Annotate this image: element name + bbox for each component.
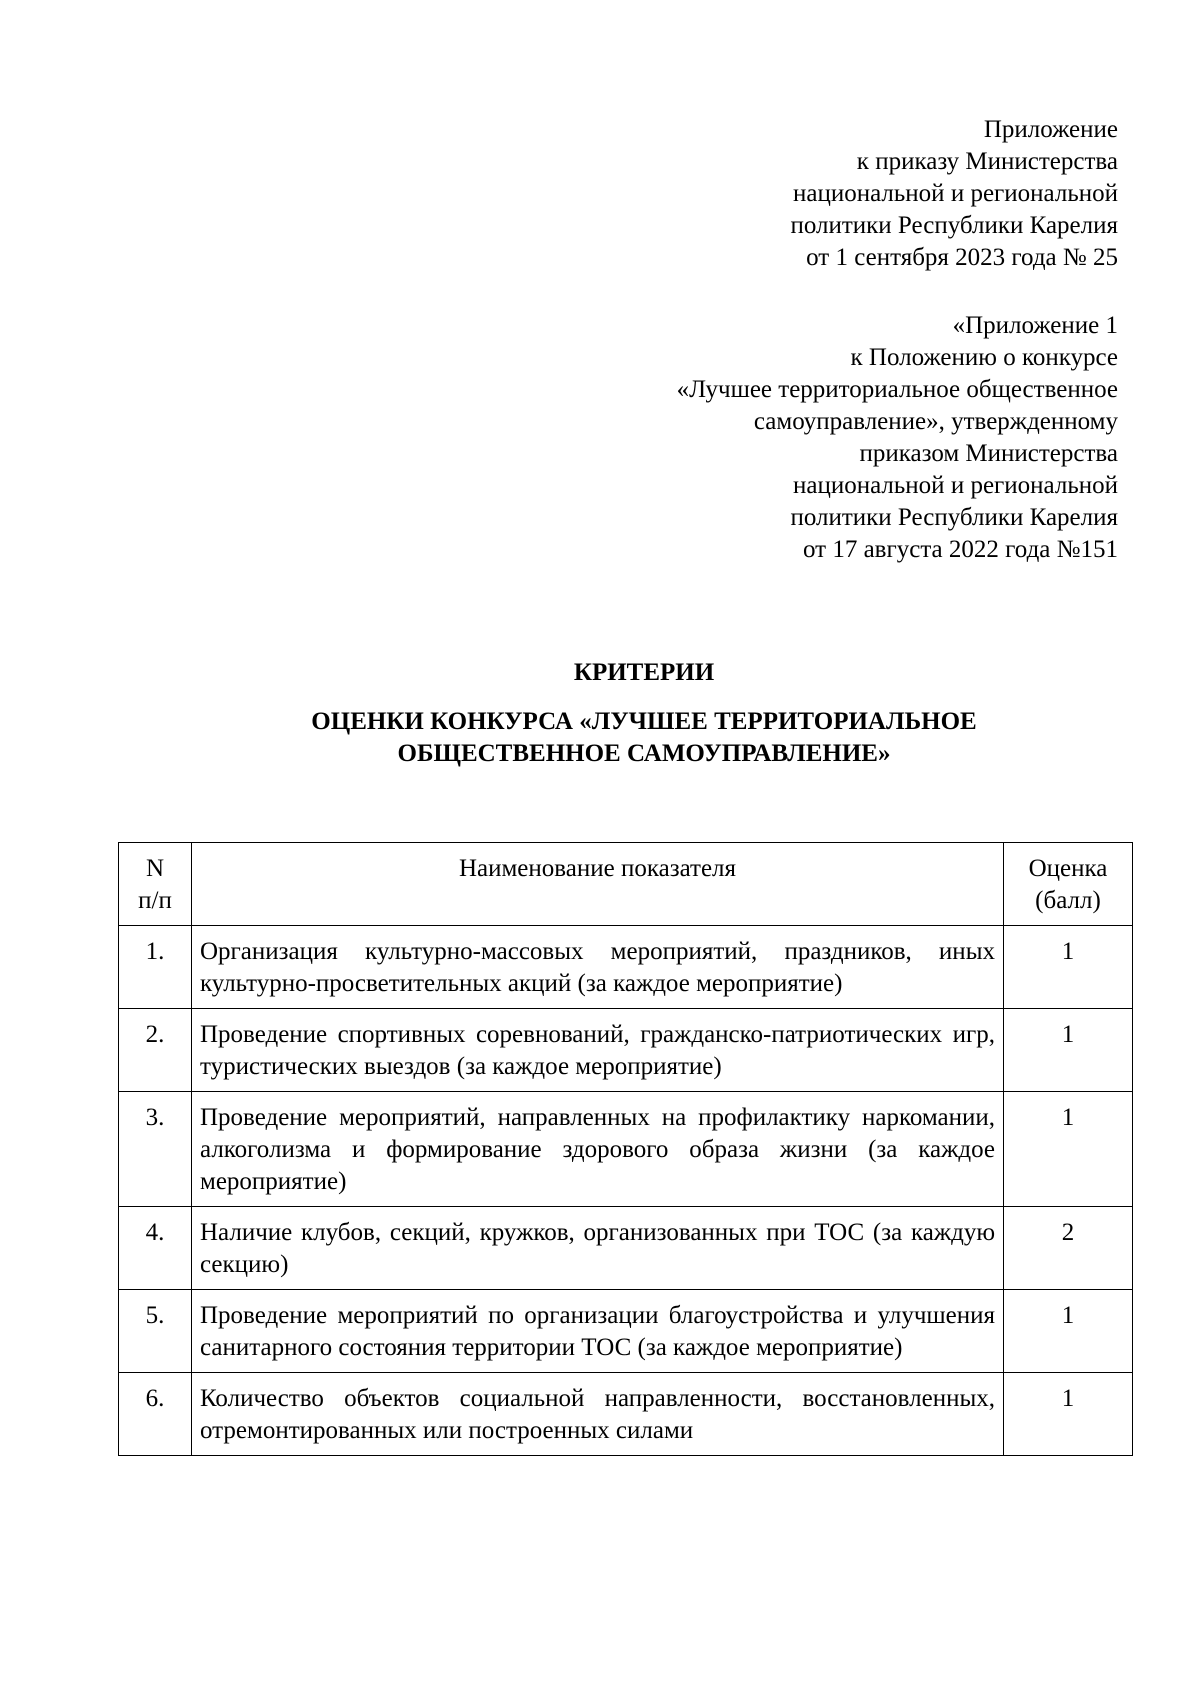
table-row: [119, 1092, 1133, 1207]
appendix-line: Приложение: [983, 116, 1118, 143]
table-row: [119, 1009, 1133, 1092]
appendix-line: национальной и региональной: [793, 180, 1118, 207]
header-score: [1004, 843, 1133, 926]
appendix-line: самоуправление», утвержденному: [753, 408, 1118, 435]
row-indicator: Наличие клубов, секций, кружков, организованных при ТОС (за каждую секцию): [192, 1207, 1004, 1290]
appendix-line: к приказу Министерства: [856, 148, 1118, 175]
appendix-line: от 1 сентября 2023 года № 25: [806, 244, 1118, 271]
header-name: Наименование показателя: [192, 843, 1004, 926]
row-indicator: Проведение мероприятий по организации благоустройства и улучшения санитарного состояния территории ТОС (за каждое мероприятие): [192, 1290, 1004, 1373]
table-row: [119, 1373, 1133, 1456]
appendix-line: политики Республики Карелия: [790, 504, 1118, 531]
row-score: 1: [1004, 1290, 1133, 1373]
table-row: [119, 1290, 1133, 1373]
table-row: [119, 1207, 1133, 1290]
header-score-line: Оценка: [1028, 855, 1108, 882]
row-number: 1.: [119, 926, 192, 1009]
appendix-line: к Положению о конкурсе: [850, 344, 1118, 371]
document-title: КРИТЕРИИ: [573, 659, 715, 686]
row-number: 4.: [119, 1207, 192, 1290]
row-number: 3.: [119, 1092, 192, 1207]
appendix-line: от 17 августа 2022 года №151: [802, 536, 1118, 563]
row-score: 2: [1004, 1207, 1133, 1290]
appendix-line: «Приложение 1: [952, 312, 1118, 339]
header-number: [119, 843, 192, 926]
subtitle-line: ОЦЕНКИ КОНКУРСА «ЛУЧШЕЕ ТЕРРИТОРИАЛЬНОЕ: [311, 708, 977, 735]
appendix-reference-regulation: [677, 310, 1118, 566]
row-indicator: Организация культурно-массовых мероприятий, праздников, иных культурно-просветительных акций (за каждое мероприятие): [192, 926, 1004, 1009]
row-score: 1: [1004, 1092, 1133, 1207]
header-number-line: N: [145, 855, 165, 882]
document-subtitle: [118, 706, 1170, 770]
row-score: 1: [1004, 1009, 1133, 1092]
row-number: 2.: [119, 1009, 192, 1092]
appendix-reference-order: [790, 114, 1118, 274]
appendix-line: приказом Министерства: [859, 440, 1118, 467]
table-header-row: [119, 843, 1133, 926]
header-score-line: (балл): [1035, 887, 1101, 914]
row-number: 6.: [119, 1373, 192, 1456]
appendix-line: «Лучшее территориальное общественное: [676, 376, 1118, 403]
header-number-line: п/п: [138, 887, 172, 914]
subtitle-line: ОБЩЕСТВЕННОЕ САМОУПРАВЛЕНИЕ»: [397, 740, 891, 767]
appendix-line: политики Республики Карелия: [790, 212, 1118, 239]
criteria-table: [118, 842, 1133, 1456]
row-number: 5.: [119, 1290, 192, 1373]
row-indicator: Количество объектов социальной направленности, восстановленных, отремонтированных или построенных силами: [192, 1373, 1004, 1456]
table-row: [119, 926, 1133, 1009]
appendix-line: национальной и региональной: [793, 472, 1118, 499]
row-score: 1: [1004, 1373, 1133, 1456]
row-score: 1: [1004, 926, 1133, 1009]
row-indicator: Проведение спортивных соревнований, гражданско-патриотических игр, туристических выездов (за каждое мероприятие): [192, 1009, 1004, 1092]
row-indicator: Проведение мероприятий, направленных на профилактику наркомании, алкоголизма и формирование здорового образа жизни (за каждое мероприятие): [192, 1092, 1004, 1207]
